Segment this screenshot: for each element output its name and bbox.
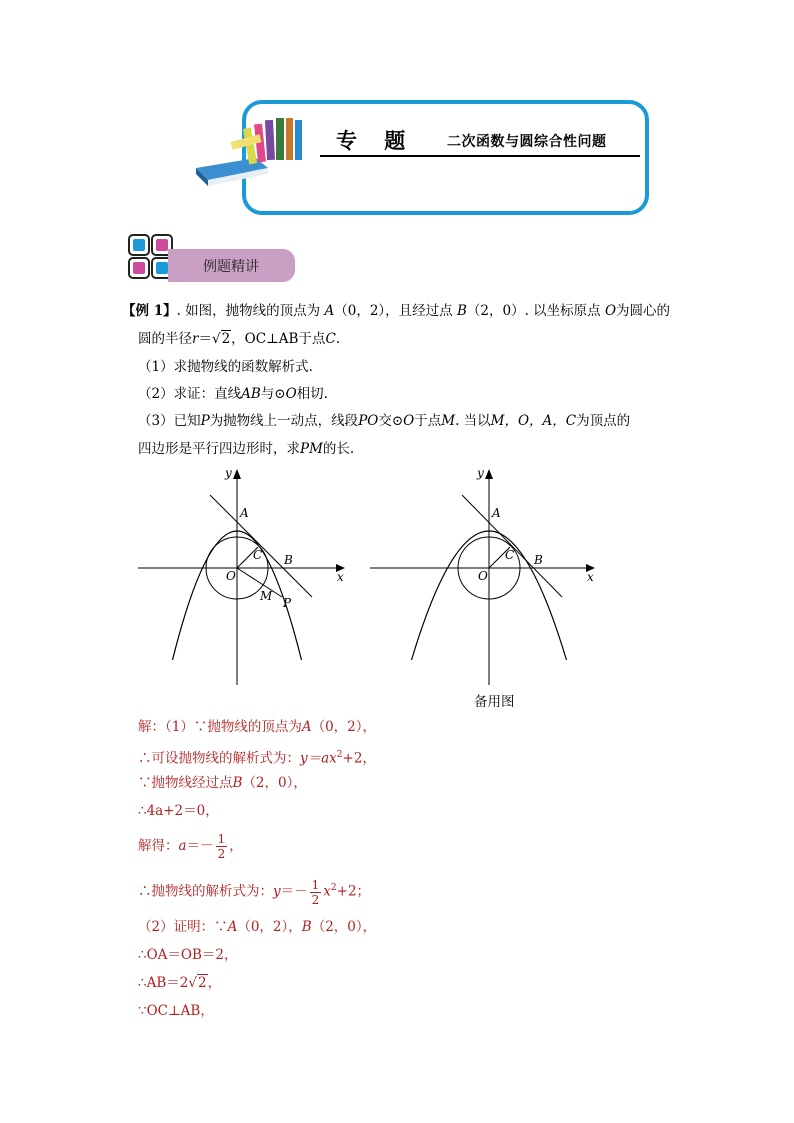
question-3-cont: 四边形是平行四边形时，求PM的长.	[138, 441, 355, 457]
label-c: C	[253, 548, 263, 562]
banner-divider	[320, 155, 640, 157]
solution-line-1: 解：（1）∵抛物线的顶点为A（0，2），	[138, 719, 377, 735]
label-y: y	[225, 466, 232, 480]
label-m: M	[260, 589, 273, 603]
solution-line-6: ∴抛物线的解析式为：y＝－ $\frac{1}{2}$ $x^2+2$；	[138, 877, 371, 907]
solution-line-3: ∵抛物线经过点B（2，0），	[138, 775, 307, 791]
label-a-2: A	[492, 506, 501, 520]
label-b: B	[284, 553, 293, 567]
books-icon	[186, 110, 326, 190]
topic-title: 二次函数与圆综合性问题	[447, 134, 607, 150]
y-axis-arrow	[233, 469, 241, 479]
label-x-2: x	[587, 570, 594, 584]
solution-line-7: （2）证明：∵A（0，2），B（2，0），	[138, 919, 377, 935]
label-a: A	[240, 506, 249, 520]
section-title: 例题精讲	[203, 259, 259, 275]
question-2: （2）求证：直线AB与⊙O相切.	[138, 386, 328, 402]
solution-line-5: 解得：a＝－ $\frac{1}{2}$ ，	[138, 832, 243, 861]
solution-line-4: ∴4a+2＝0，	[138, 803, 219, 819]
label-y-2: y	[477, 466, 484, 480]
label-o-2: O	[478, 569, 488, 583]
problem-line-1: 【例 1】. 如图，抛物线的顶点为 A（0，2），且经过点 B（2，0）. 以坐标原点 O为圆心的	[122, 303, 671, 319]
problem-line-2: 圆的半径r＝√2，OC⊥AB于点C.	[138, 331, 341, 347]
figure-caption: 备用图	[474, 694, 515, 710]
solution-line-8: ∴OA＝OB＝2，	[138, 947, 238, 963]
question-1: （1）求抛物线的函数解析式.	[138, 359, 313, 375]
solution-line-10: ∵OC⊥AB，	[138, 1003, 214, 1019]
line-ab-2	[462, 495, 562, 597]
topic-label: 专 题	[336, 128, 416, 153]
label-o: O	[226, 569, 236, 583]
solution-line-2: ∴可设抛物线的解析式为：$y=ax^2+2$，	[138, 750, 376, 767]
solution-line-9: ∴AB＝2√2，	[138, 975, 222, 991]
figure-main	[130, 465, 355, 690]
question-3: （3）已知P为抛物线上一动点，线段PO交⊙O于点M. 当以M，O，A，C为顶点的	[138, 413, 631, 429]
label-x: x	[337, 570, 344, 584]
book-stack	[196, 118, 302, 186]
label-b-2: B	[534, 553, 543, 567]
figure-spare	[362, 465, 602, 690]
label-p: P	[283, 596, 292, 610]
label-c-2: C	[505, 548, 515, 562]
y-axis-arrow-2	[485, 469, 493, 479]
